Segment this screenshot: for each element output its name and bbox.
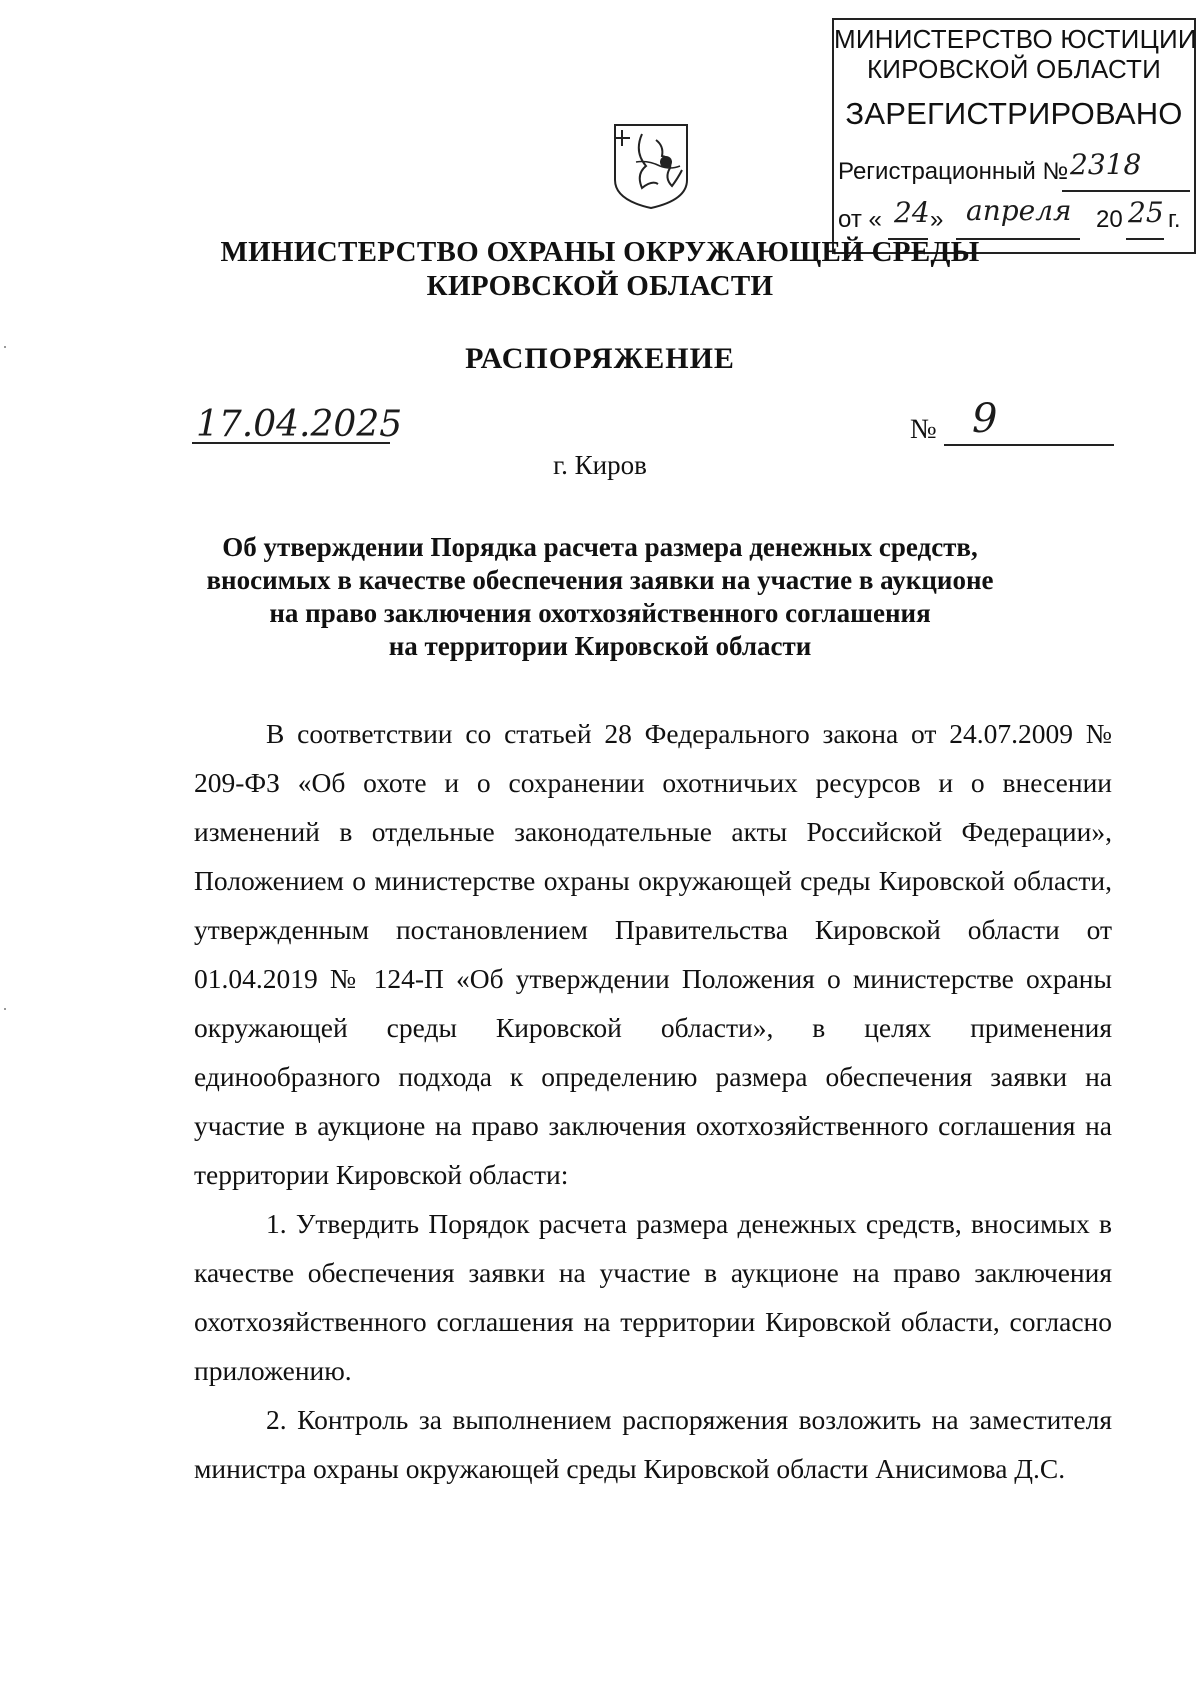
stamp-date-month: апреля <box>966 194 1072 227</box>
stamp-status: ЗАРЕГИСТРИРОВАНО <box>845 96 1183 131</box>
subject-line1: Об утверждении Порядка расчета размера денежных средств, <box>222 532 978 562</box>
document-number: 9 <box>972 396 998 442</box>
document-type: РАСПОРЯЖЕНИЕ <box>465 342 735 375</box>
stamp-reg-underline <box>1062 190 1190 192</box>
stamp-date-year-unit: г. <box>1168 206 1181 233</box>
body-paragraph-preamble: В соответствии со статьей 28 Федерального закона от 24.07.2009 № 209-ФЗ «Об охоте и о сохранении охотничьих ресурсов и о внесении изменений в отдельные законодательные акты Российской Федерации», Положением о министерстве охраны окружающей среды Кировской области, утвержденным постановлением Правительства Кировской области от 01.04.2019 № 124-П «Об утверждении Положения о министерстве охраны окружающей среды Кировской области», в целях применения единообразного подхода к определению размера обеспечения заявки на участие в аукционе на право заключения охотхозяйственного соглашения на территории Кировской области: <box>194 718 1112 1190</box>
document-city: г. Киров <box>553 450 647 480</box>
document-date: 17.04.2025 <box>196 404 403 445</box>
stamp-reg-label: Регистрационный № <box>838 158 1069 185</box>
stamp-date-year-prefix: 20 <box>1096 206 1123 233</box>
stamp-date-year-suffix: 25 <box>1128 196 1164 229</box>
stamp-date-sep: » <box>930 206 944 233</box>
number-label: № <box>910 414 937 445</box>
body-paragraph-item-2: 2. Контроль за выполнением распоряжения возложить на заместителя министра охраны окружающей среды Кировской области Анисимова Д.С. <box>194 1404 1112 1484</box>
stamp-ministry-line2: КИРОВСКОЙ ОБЛАСТИ <box>866 54 1162 84</box>
document-body <box>194 709 1112 1493</box>
ministry-name-line2: КИРОВСКОЙ ОБЛАСТИ <box>426 270 774 302</box>
ministry-name-line1: МИНИСТЕРСТВО ОХРАНЫ ОКРУЖАЮЩЕЙ СРЕДЫ <box>220 236 980 268</box>
stamp-date-day: 24 <box>894 196 930 229</box>
subject-line2: вносимых в качестве обеспечения заявки на участие в аукционе <box>206 565 994 595</box>
stamp-reg-number: 2318 <box>1070 148 1142 181</box>
coat-of-arms-icon <box>612 122 690 210</box>
date-underline <box>192 442 390 444</box>
stamp-ministry-line1: МИНИСТЕРСТВО ЮСТИЦИИ <box>834 24 1197 54</box>
registration-stamp <box>832 18 1196 254</box>
scan-mark <box>4 346 6 348</box>
number-underline <box>944 444 1114 446</box>
stamp-date-prefix: от « <box>838 206 882 233</box>
scan-mark <box>4 1008 6 1010</box>
body-paragraph-item-1: 1. Утвердить Порядок расчета размера денежных средств, вносимых в качестве обеспечения заявки на участие в аукционе на право заключения охотхозяйственного соглашения на территории Кировской области, согласно приложению. <box>194 1208 1112 1386</box>
subject-line3: на право заключения охотхозяйственного соглашения <box>269 598 931 628</box>
subject-line4: на территории Кировской области <box>388 631 812 661</box>
